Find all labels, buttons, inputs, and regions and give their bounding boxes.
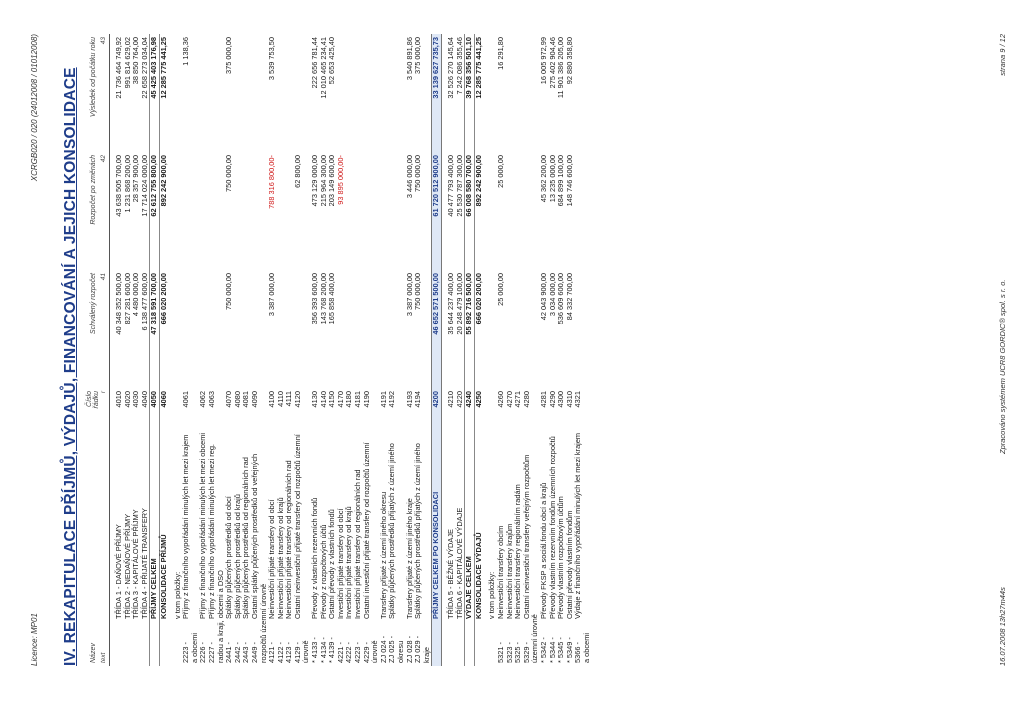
item-name: Splátky půjčených prostředků od obcí <box>224 496 234 619</box>
item-code: 2226 - <box>198 642 208 663</box>
row-number-cell: 4210 <box>445 391 455 408</box>
adjusted-budget-cell: 40 477 793 400,00 <box>445 155 455 217</box>
row-number-cell: 4140 <box>318 391 328 408</box>
approved-budget-cell <box>294 270 311 388</box>
result-cell <box>285 34 294 152</box>
result-cell: 12 285 775 441,25 <box>474 34 483 152</box>
item-code: 2223 - <box>181 642 191 663</box>
row-number-cell: 4170 <box>335 391 345 408</box>
approved-budget-cell: 666 020 200,00 <box>474 270 483 388</box>
item-code: ZJ 029 - <box>413 635 423 663</box>
col-result-index: 43 <box>100 34 110 152</box>
approved-budget-cell <box>174 270 183 388</box>
adjusted-budget-cell: 25 530 787 300,00 <box>454 155 464 217</box>
row-name-cell <box>474 428 483 666</box>
footer-system: Zpracováno systémem UCR8 GORDIC® spol. s r. o. <box>998 279 1007 454</box>
page-title: IV. REKAPITULACE PŘÍJMŮ, VÝDAJŮ, FINANCOVÁNÍ A JEJICH KONSOLIDACE <box>62 67 79 666</box>
item-name: TŘÍDA 1 - DAŇOVÉ PŘÍJMY <box>114 524 123 619</box>
adjusted-budget-cell <box>242 152 251 270</box>
row-number-cell: 4010 <box>114 391 123 408</box>
item-name: Ostatní investiční přijaté transfery od rozpočtů územní úrovně <box>361 442 380 663</box>
item-name: Příjmy z finančního vypořádání minulých let mezi krajem a obcemi <box>181 434 199 663</box>
row-number-cell: 4271 <box>513 391 523 408</box>
row-name-cell <box>432 428 442 666</box>
result-cell: 45 425 403 176,98 <box>150 34 160 152</box>
item-code: 2441 - <box>224 642 234 663</box>
item-name: Transfery přijaté z území jiného kraje <box>404 498 414 619</box>
result-cell <box>345 34 354 152</box>
table-row <box>574 34 591 666</box>
row-number-cell: 4070 <box>224 391 234 408</box>
row-name-cell <box>456 428 465 666</box>
table-row <box>251 34 268 666</box>
item-code: 4229 - <box>361 642 371 663</box>
row-number-cell: 4080 <box>232 391 242 408</box>
row-name-cell <box>141 428 150 666</box>
item-code: * 4133 - <box>310 637 320 663</box>
row-name-cell <box>414 428 432 666</box>
adjusted-budget-cell: 148 746 600,00 <box>564 155 574 207</box>
result-cell <box>277 34 286 152</box>
row-number-cell: 4240 <box>465 388 475 428</box>
table-row <box>294 34 311 666</box>
result-cell: 11 901 386 205,00 <box>556 37 566 99</box>
adjusted-budget-cell <box>388 152 405 270</box>
adjusted-budget-cell: 750 000,00 <box>224 155 234 192</box>
adjusted-budget-cell <box>523 152 540 270</box>
row-number-cell: 4192 <box>387 391 397 408</box>
approved-budget-cell <box>234 270 243 388</box>
approved-budget-cell <box>574 270 591 388</box>
table-row <box>414 34 432 666</box>
item-name: Investiční přijaté transfery od obcí <box>335 508 345 619</box>
item-code: 4221 - <box>335 642 345 663</box>
item-code: 5325 - <box>513 642 523 663</box>
result-cell: 38 850 764,00 <box>131 37 141 85</box>
row-number-cell: 4280 <box>521 391 531 408</box>
item-name: Výdaje z finančního vypořádání minulých let mezi krajem a obcemi <box>573 432 591 663</box>
adjusted-budget-cell: 25 000,00 <box>495 155 505 188</box>
approved-budget-cell: 3 387 000,00 <box>267 273 277 317</box>
row-number-cell: 4191 <box>378 391 388 408</box>
row-number-cell: 4081 <box>241 391 251 408</box>
result-cell <box>363 34 380 152</box>
adjusted-budget-cell: 684 899 100,00 <box>556 155 566 207</box>
row-number-cell: 4130 <box>310 391 320 408</box>
item-code: 5321 - <box>495 642 505 663</box>
row-number-cell: 4150 <box>327 391 337 408</box>
item-name: Investiční přijaté transfery od krajů <box>344 506 354 619</box>
result-cell: 12 010 465 234,41 <box>318 37 328 99</box>
row-number-cell: 4061 <box>181 391 191 408</box>
item-code: 4129 - <box>292 642 302 663</box>
row-number-cell: 4050 <box>150 388 160 428</box>
item-name: TŘÍDA 2 - NEDAŇOVÉ PŘÍJMY <box>122 513 132 619</box>
item-name: KONSOLIDACE VÝDAJŮ <box>473 532 483 619</box>
item-name: Splátky půjčených prostředků od regionálních rad <box>241 457 251 619</box>
result-cell <box>354 34 363 152</box>
item-name: Převody FKSP a sociál.fondu obcí a krajů <box>538 482 548 619</box>
result-cell: 1 138,36 <box>181 37 191 66</box>
approved-budget-cell <box>388 270 405 388</box>
result-cell: 375 000,00 <box>224 37 234 74</box>
item-name: Neinvestiční přijaté transfery od krajů <box>275 497 285 619</box>
approved-budget-cell <box>354 270 363 388</box>
approved-budget-cell <box>380 270 389 388</box>
table-row <box>182 34 199 666</box>
item-code: ZJ 024 - <box>378 635 388 663</box>
col-row-header: Číslo řádku <box>86 391 100 409</box>
report-code: XCRGB020 / 020 (24012008 / 01012008) <box>30 34 39 182</box>
col-adjusted-header: Rozpočet po změnách <box>89 155 97 225</box>
adjusted-budget-cell: 473 129 000,00 <box>310 155 320 207</box>
adjusted-budget-cell <box>174 152 183 270</box>
row-number-cell: 4040 <box>139 391 149 408</box>
table-row <box>523 34 540 666</box>
approved-budget-cell: 84 332 700,00 <box>564 273 574 321</box>
item-name: Příjmy z finančního vypořádání minulých let mezi obcemi <box>198 432 208 619</box>
approved-budget-cell: 40 348 352 500,00 <box>114 273 123 335</box>
approved-budget-cell <box>337 270 346 388</box>
adjusted-budget-cell: 66 008 580 700,00 <box>465 152 475 270</box>
approved-budget-cell <box>285 270 294 388</box>
recap-table <box>86 34 591 666</box>
item-code: ZJ 025 - <box>387 635 397 663</box>
approved-budget-cell <box>242 270 251 388</box>
approved-budget-cell <box>251 270 268 388</box>
approved-budget-cell <box>523 270 540 388</box>
adjusted-budget-cell <box>234 152 243 270</box>
item-name: TŘÍDA 3 - KAPITÁLOVÉ PŘÍJMY <box>131 509 141 619</box>
adjusted-budget-cell: 13 235 000,00 <box>547 155 557 203</box>
item-name: Splátky půjčených prostředků od krajů <box>232 494 242 619</box>
item-name: Převody vlastním rezervním fondům územních rozpočtů <box>547 436 557 619</box>
approved-budget-cell: 42 043 900,00 <box>538 273 548 321</box>
row-number-cell: 4030 <box>131 391 141 408</box>
adjusted-budget-cell: 28 357 900,00 <box>131 155 141 203</box>
adjusted-budget-cell: 61 720 512 900,00 <box>432 152 442 270</box>
item-code: ZJ 028 - <box>404 635 414 663</box>
result-cell <box>234 34 243 152</box>
result-cell: 275 402 904,46 <box>547 37 557 89</box>
result-cell: 39 768 356 501,10 <box>465 34 475 152</box>
row-number-cell: 4281 <box>538 391 548 408</box>
result-cell <box>251 34 268 152</box>
adjusted-budget-cell: 93 895 000,00- <box>335 155 345 205</box>
result-cell: 3 540 891,86 <box>404 37 414 81</box>
item-code: 4121 - <box>267 642 277 663</box>
result-cell: 991 814 629,02 <box>122 37 132 89</box>
adjusted-budget-cell: 750 000,00 <box>413 155 423 192</box>
row-number-cell: 4120 <box>292 391 302 408</box>
item-name: Neinvestiční transfery krajům <box>504 523 514 619</box>
licence-label: Licence: MP01 <box>30 613 39 666</box>
approved-budget-cell <box>345 270 354 388</box>
adjusted-budget-cell <box>251 152 268 270</box>
item-code: 5329 - <box>521 642 531 663</box>
table-header-row <box>86 34 100 666</box>
item-code: 2442 - <box>232 642 242 663</box>
item-name: Ostatní převody vlastním fondům <box>564 510 574 619</box>
result-cell <box>523 34 540 152</box>
table-row <box>363 34 380 666</box>
row-number-cell: 4193 <box>404 391 414 408</box>
approved-budget-cell <box>277 270 286 388</box>
adjusted-budget-cell: 215 964 300,00 <box>318 155 328 207</box>
result-cell: 375 000,00 <box>413 37 423 74</box>
row-number-cell: 4194 <box>413 391 423 408</box>
result-cell: 21 736 464 749,92 <box>114 37 123 99</box>
item-code: 2227 - <box>206 642 216 663</box>
result-cell: 52 653 425,40 <box>327 37 337 85</box>
approved-budget-cell: 750 000,00 <box>224 273 234 310</box>
row-number-cell: 4190 <box>361 391 371 408</box>
approved-budget-cell: 3 034 000,00 <box>547 273 557 317</box>
adjusted-budget-cell: 43 638 505 700,00 <box>114 155 123 217</box>
approved-budget-cell: 6 138 477 600,00 <box>139 273 149 331</box>
adjusted-budget-cell: 892 242 900,00 <box>159 152 168 270</box>
col-text-label: text <box>100 428 110 666</box>
item-name: Ostatní neinvestiční transfery veřejným rozpočtům územní úrovně <box>521 454 540 663</box>
approved-budget-cell <box>514 270 523 388</box>
row-number-cell: 4290 <box>547 391 557 408</box>
item-name: Neinvestiční přijaté transfery od obcí <box>267 499 277 619</box>
result-cell: 3 539 753,50 <box>267 37 277 81</box>
item-name: Splátky půjčených prostředků přijatých z území jiného okresu <box>387 443 405 663</box>
item-code: 4122 - <box>275 642 285 663</box>
adjusted-budget-cell <box>354 152 363 270</box>
col-adjusted-index: 42 <box>100 152 110 270</box>
approved-budget-cell: 4 480 000,00 <box>131 273 141 317</box>
table-row <box>159 34 168 666</box>
table-row <box>432 34 442 666</box>
item-code: 2443 - <box>241 642 251 663</box>
item-code: * 4134 - <box>318 637 328 663</box>
col-row-index: r <box>100 388 110 428</box>
item-code: * 4139 - <box>327 637 337 663</box>
approved-budget-cell: 165 858 400,00 <box>327 273 337 325</box>
row-number-cell: 4200 <box>432 388 442 428</box>
row-number-cell: 4062 <box>198 391 208 408</box>
item-code: 2449 - <box>249 642 259 663</box>
adjusted-budget-cell: 788 316 800,00- <box>267 155 277 209</box>
result-cell: 12 285 775 441,25 <box>159 34 168 152</box>
approved-budget-cell <box>506 270 515 388</box>
result-cell: 92 880 358,80 <box>564 37 574 85</box>
item-code: * 5345 - <box>556 637 566 663</box>
row-number-cell: 4181 <box>353 391 363 408</box>
footer-date: 16.07.2008 13h27m44s <box>998 587 1007 666</box>
row-number-cell: 4220 <box>454 391 464 408</box>
row-name-cell <box>523 428 540 666</box>
approved-budget-cell: 827 281 600,00 <box>122 273 132 325</box>
result-cell: 16 291,80 <box>495 37 505 70</box>
row-number-cell: 4060 <box>159 388 168 428</box>
adjusted-budget-cell: 62 800,00 <box>292 155 302 188</box>
result-cell <box>242 34 251 152</box>
item-name: KONSOLIDACE PŘÍJMŮ <box>158 534 168 619</box>
row-name-cell <box>388 428 405 666</box>
adjusted-budget-cell <box>514 152 523 270</box>
item-code: 4123 - <box>284 642 294 663</box>
row-number-cell: 4063 <box>206 391 216 408</box>
result-cell: 32 526 270 145,64 <box>445 37 455 99</box>
row-number-cell: 4020 <box>122 391 132 408</box>
adjusted-budget-cell <box>363 152 380 270</box>
approved-budget-cell <box>208 270 225 388</box>
item-code: * 5344 - <box>547 637 557 663</box>
footer-page: strana 9 / 12 <box>998 34 1007 76</box>
row-number-cell: 4110 <box>275 391 285 407</box>
adjusted-budget-cell <box>574 152 591 270</box>
item-name: Příjmy z finančního vypořádání minulých let mezi reg. radou a kraji, obcemi a DSO <box>206 444 225 663</box>
table-row <box>208 34 225 666</box>
item-name: v tom položky: <box>487 571 497 619</box>
result-cell <box>574 34 591 152</box>
item-code: 5366 - <box>573 642 583 663</box>
adjusted-budget-cell <box>506 152 515 270</box>
item-code: 5323 - <box>504 642 514 663</box>
row-number-cell: 4321 <box>573 391 583 408</box>
result-cell <box>337 34 346 152</box>
item-name: PŘÍJMY CELKEM PO KONSOLIDACI <box>431 491 441 619</box>
approved-budget-cell: 143 768 200,00 <box>318 273 328 325</box>
result-cell <box>208 34 225 152</box>
row-name-cell <box>363 428 380 666</box>
item-name: TŘÍDA 5 - BĚŽNÉ VÝDAJE <box>445 529 455 619</box>
adjusted-budget-cell <box>208 152 225 270</box>
item-name: Převody z rozpočtových účtů <box>318 524 328 619</box>
approved-budget-cell: 47 318 591 700,00 <box>150 270 160 388</box>
row-name-cell <box>208 428 225 666</box>
item-name: PŘÍJMY CELKEM <box>149 558 159 619</box>
row-name-cell <box>182 428 199 666</box>
approved-budget-cell: 536 609 600,00 <box>556 273 566 325</box>
result-cell <box>199 34 208 152</box>
row-name-cell <box>574 428 591 666</box>
adjusted-budget-cell: 892 242 900,00 <box>474 152 483 270</box>
row-number-cell: 4250 <box>474 388 483 428</box>
item-name: Ostatní splátky půjčených prostředků od veřejných rozpočtů územní úrovně <box>249 453 268 663</box>
row-number-cell: 4300 <box>556 391 566 408</box>
row-number-cell: 4260 <box>495 391 505 408</box>
item-code: 4222 - <box>344 642 354 663</box>
result-cell <box>294 34 311 152</box>
approved-budget-cell <box>182 270 199 388</box>
item-name: Ostatní neinvestiční přijaté transfery od rozpočtů územní úrovně <box>292 434 311 663</box>
approved-budget-cell: 3 387 000,00 <box>404 273 414 317</box>
item-name: Neinvestiční transfery regionálním radám <box>513 484 523 619</box>
item-name: Investiční přijaté transfery od regionálních rad <box>353 469 363 619</box>
approved-budget-cell: 35 644 237 400,00 <box>445 273 455 335</box>
row-name-cell <box>159 428 168 666</box>
item-name: Převody z vlastních rezervních fondů <box>310 497 320 619</box>
adjusted-budget-cell: 17 714 024 000,00 <box>139 155 149 217</box>
approved-budget-cell: 666 020 200,00 <box>159 270 168 388</box>
table-body <box>110 34 592 666</box>
adjusted-budget-cell: 3 446 000,00 <box>404 155 414 199</box>
col-approved-index: 41 <box>100 270 110 388</box>
adjusted-budget-cell: 45 362 200,00 <box>538 155 548 203</box>
result-cell <box>388 34 405 152</box>
result-cell: 222 656 781,44 <box>310 37 320 89</box>
approved-budget-cell: 25 000,00 <box>495 273 505 306</box>
result-cell: 22 658 273 034,04 <box>139 37 149 99</box>
result-cell: 7 242 086 355,46 <box>454 37 464 95</box>
result-cell <box>514 34 523 152</box>
adjusted-budget-cell <box>182 152 199 270</box>
approved-budget-cell <box>363 270 380 388</box>
adjusted-budget-cell: 62 612 755 800,00 <box>150 152 160 270</box>
item-name: Převody vlastním rozpočtovým účtům <box>556 496 566 619</box>
row-name-cell <box>294 428 311 666</box>
item-name: Splátky půjčených prostředků přijatých z území jiného kraje <box>413 443 431 663</box>
item-code: * 5349 - <box>564 637 574 663</box>
table-row <box>388 34 405 666</box>
row-number-cell: 4100 <box>267 391 277 408</box>
row-name-cell <box>251 428 268 666</box>
result-cell: 16 005 972,99 <box>538 37 548 85</box>
table-row <box>474 34 483 666</box>
adjusted-budget-cell <box>277 152 286 270</box>
item-name: Neinvestiční transfery obcím <box>495 525 505 619</box>
approved-budget-cell: 20 248 479 100,00 <box>454 273 464 335</box>
result-cell <box>380 34 389 152</box>
item-name: TŘÍDA 6 - KAPITÁLOVÉ VÝDAJE <box>454 507 464 619</box>
approved-budget-cell: 55 892 716 500,00 <box>465 270 475 388</box>
item-name: Ostatní převody z vlastních fondů <box>327 509 337 619</box>
col-name-header: Název <box>89 643 97 663</box>
item-name: TŘÍDA 4 - PŘIJATÉ TRANSFERY <box>139 508 149 619</box>
item-code: 4223 - <box>353 642 363 663</box>
item-code: * 5342 - <box>538 637 548 663</box>
item-name: Transfery přijaté z území jiného okresu <box>378 491 388 619</box>
row-number-cell: 4270 <box>504 391 514 408</box>
result-cell <box>506 34 515 152</box>
row-number-cell: 4310 <box>564 391 574 408</box>
table-index-row <box>100 34 110 666</box>
approved-budget-cell: 356 393 600,00 <box>310 273 320 325</box>
result-cell: 33 139 627 735,73 <box>432 34 442 152</box>
row-number-cell: 4090 <box>249 391 259 408</box>
adjusted-budget-cell <box>345 152 354 270</box>
item-name: VÝDAJE CELKEM <box>464 556 474 619</box>
item-name: Neinvestiční přijaté transfery od regionálních rad <box>284 460 294 619</box>
adjusted-budget-cell: 203 149 600,00 <box>327 155 337 207</box>
col-approved-header: Schválený rozpočet <box>89 273 97 335</box>
row-number-cell: 4180 <box>344 391 354 408</box>
item-name: v tom položky: <box>172 571 182 619</box>
approved-budget-cell <box>199 270 208 388</box>
approved-budget-cell: 46 652 571 500,00 <box>432 270 442 388</box>
approved-budget-cell: 750 000,00 <box>413 273 423 310</box>
row-number-cell: 4111 <box>284 391 294 407</box>
adjusted-budget-cell <box>199 152 208 270</box>
adjusted-budget-cell <box>380 152 389 270</box>
adjusted-budget-cell: 1 231 868 200,00 <box>122 155 132 213</box>
col-result-header: Výsledek od počátku roku <box>89 37 97 118</box>
